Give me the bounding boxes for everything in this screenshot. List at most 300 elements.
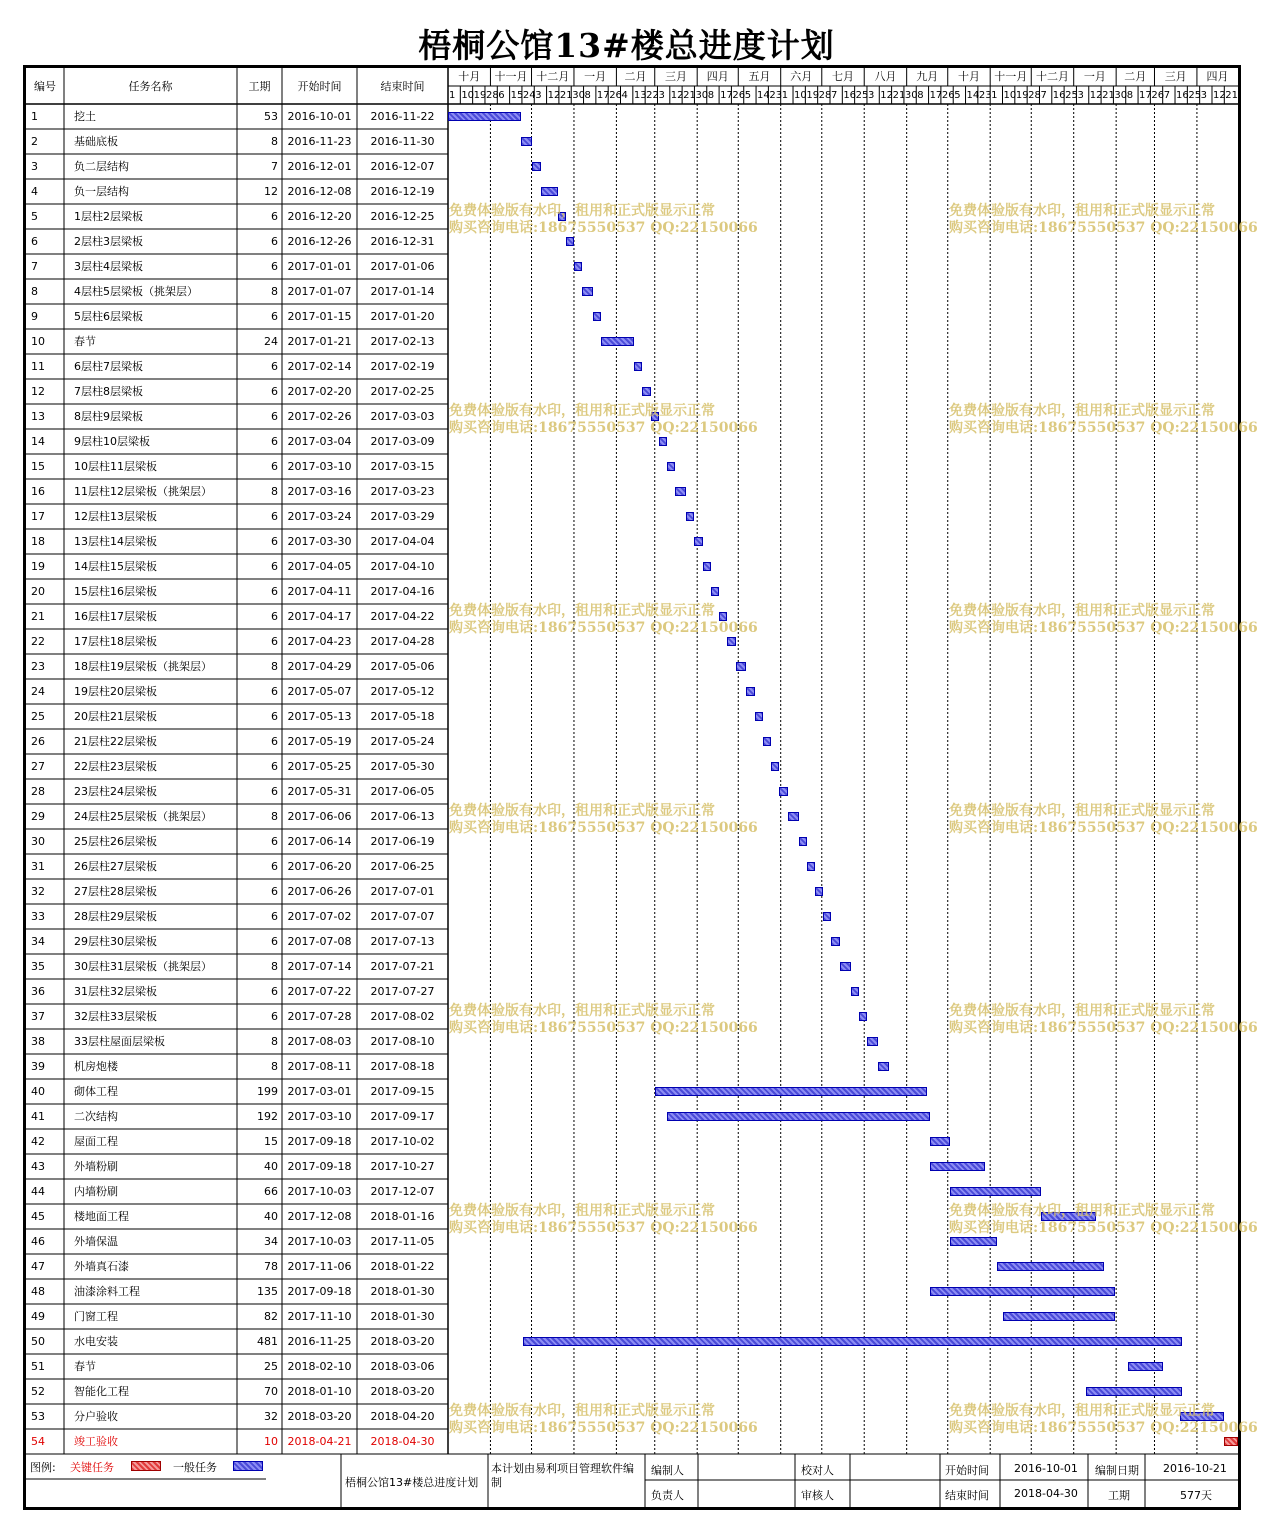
task-end: 2017-07-07 xyxy=(370,910,435,923)
gantt-bar xyxy=(930,1162,985,1171)
gantt-bar xyxy=(521,137,532,146)
day-tick-label: 23 xyxy=(978,90,992,101)
task-duration: 6 xyxy=(271,510,278,523)
task-duration: 6 xyxy=(271,735,278,748)
task-id: 49 xyxy=(31,1310,45,1323)
task-id: 2 xyxy=(31,135,38,148)
gantt-bar xyxy=(694,537,702,546)
task-duration: 6 xyxy=(271,260,278,273)
task-id: 34 xyxy=(31,935,45,948)
gantt-bar xyxy=(1086,1387,1182,1396)
header-task-name: 任务名称 xyxy=(128,80,173,93)
task-end: 2016-12-19 xyxy=(370,185,435,198)
task-start: 2017-06-26 xyxy=(287,885,352,898)
task-end: 2017-05-12 xyxy=(370,685,435,698)
task-end: 2018-03-06 xyxy=(370,1360,435,1373)
day-tick-label: 23 xyxy=(769,90,783,101)
task-duration: 6 xyxy=(271,310,278,323)
task-name: 外墙保温 xyxy=(74,1235,118,1248)
day-tick-label: 14 xyxy=(757,90,770,101)
watermark-line-2: 购买咨询电话:18675550537 QQ:22150066 xyxy=(949,1420,1258,1436)
task-start: 2018-01-10 xyxy=(287,1385,352,1398)
day-tick-label: 26 xyxy=(732,90,746,101)
task-duration: 8 xyxy=(271,810,278,823)
task-end: 2017-03-23 xyxy=(370,485,435,498)
task-duration: 32 xyxy=(264,1410,278,1423)
task-end: 2017-05-24 xyxy=(370,735,435,748)
task-id: 42 xyxy=(31,1135,45,1148)
task-name: 水电安装 xyxy=(74,1335,118,1348)
footer-made-date-label: 编制日期 xyxy=(1095,1464,1139,1477)
task-name: 分户验收 xyxy=(74,1410,118,1423)
task-start: 2017-04-29 xyxy=(287,660,352,673)
day-tick-label: 24 xyxy=(522,90,536,101)
gantt-bar xyxy=(659,437,667,446)
day-tick-label: 5 xyxy=(954,90,961,101)
task-name: 29层柱30层梁板 xyxy=(74,935,157,948)
task-start: 2017-03-10 xyxy=(287,1110,352,1123)
day-tick-label: 17 xyxy=(596,90,610,101)
task-duration: 6 xyxy=(271,685,278,698)
task-duration: 78 xyxy=(264,1260,278,1273)
day-tick-label: 26 xyxy=(941,90,955,101)
task-id: 53 xyxy=(31,1410,45,1423)
day-tick-label: 8 xyxy=(917,90,924,101)
task-start: 2017-06-06 xyxy=(287,810,352,823)
legend-normal-label: 一般任务 xyxy=(173,1461,217,1474)
gantt-bar xyxy=(799,837,807,846)
task-duration: 6 xyxy=(271,585,278,598)
task-end: 2017-03-09 xyxy=(370,435,435,448)
gantt-bar xyxy=(950,1187,1040,1196)
task-start: 2017-02-26 xyxy=(287,410,352,423)
day-tick-label: 21 xyxy=(1225,90,1239,101)
day-tick-label: 26 xyxy=(1151,90,1165,101)
task-start: 2016-11-25 xyxy=(287,1335,352,1348)
task-end: 2017-03-15 xyxy=(370,460,435,473)
task-name: 30层柱31层梁板（挑架层） xyxy=(74,960,212,973)
task-start: 2017-03-16 xyxy=(287,485,352,498)
watermark-line-1: 免费体验版有水印，租用和正式版显示正常 xyxy=(449,1403,715,1419)
task-name: 3层柱4层梁板 xyxy=(74,260,143,273)
day-tick-label: 19 xyxy=(1015,90,1029,101)
task-id: 51 xyxy=(31,1360,45,1373)
task-id: 54 xyxy=(31,1435,45,1448)
task-duration: 8 xyxy=(271,660,278,673)
task-name: 20层柱21层梁板 xyxy=(74,710,157,723)
task-end: 2017-01-14 xyxy=(370,285,435,298)
day-tick-label: 21 xyxy=(559,90,573,101)
task-name: 15层柱16层梁板 xyxy=(74,585,157,598)
task-id: 14 xyxy=(31,435,45,448)
task-start: 2017-09-18 xyxy=(287,1135,352,1148)
task-name: 智能化工程 xyxy=(74,1385,129,1398)
task-end: 2017-03-03 xyxy=(370,410,435,423)
gantt-bar xyxy=(930,1287,1115,1296)
day-tick-label: 3 xyxy=(1200,90,1208,101)
task-name: 屋面工程 xyxy=(74,1135,118,1148)
task-start: 2017-03-10 xyxy=(287,460,352,473)
task-id: 13 xyxy=(31,410,45,423)
task-id: 5 xyxy=(31,210,38,223)
task-end: 2017-02-13 xyxy=(370,335,435,348)
task-end: 2017-05-30 xyxy=(370,760,435,773)
task-start: 2017-05-31 xyxy=(287,785,352,798)
task-name: 27层柱28层梁板 xyxy=(74,885,157,898)
day-tick-label: 7 xyxy=(1040,90,1047,101)
day-tick-label: 3 xyxy=(1077,90,1084,101)
task-start: 2017-09-18 xyxy=(287,1160,352,1173)
watermark-line-2: 购买咨询电话:18675550537 QQ:22150066 xyxy=(949,1220,1258,1236)
gantt-bar xyxy=(642,387,650,396)
task-start: 2017-07-14 xyxy=(287,960,352,973)
gantt-bar xyxy=(703,562,711,571)
task-name: 楼地面工程 xyxy=(74,1210,129,1223)
task-end: 2017-07-01 xyxy=(370,885,435,898)
task-duration: 12 xyxy=(264,185,278,198)
task-duration: 24 xyxy=(264,335,278,348)
task-start: 2016-12-20 xyxy=(287,210,352,223)
gantt-bar xyxy=(582,287,593,296)
task-start: 2017-01-21 xyxy=(287,335,352,348)
task-start: 2017-11-06 xyxy=(287,1260,352,1273)
task-id: 9 xyxy=(31,310,38,323)
gantt-bar xyxy=(815,887,823,896)
month-label: 一月 xyxy=(584,70,607,83)
task-id: 50 xyxy=(31,1335,45,1348)
watermark-line-1: 免费体验版有水印，租用和正式版显示正常 xyxy=(949,403,1215,419)
task-end: 2017-08-18 xyxy=(370,1060,435,1073)
gantt-bar xyxy=(930,1137,951,1146)
watermark-line-1: 免费体验版有水印，租用和正式版显示正常 xyxy=(449,203,715,219)
month-label: 四月 xyxy=(1206,70,1229,83)
task-end: 2018-01-30 xyxy=(370,1285,435,1298)
day-tick-label: 7 xyxy=(1163,90,1171,101)
day-tick-label: 17 xyxy=(1139,90,1152,101)
task-end: 2017-02-19 xyxy=(370,360,435,373)
task-id: 23 xyxy=(31,660,45,673)
task-start: 2017-08-11 xyxy=(287,1060,352,1073)
month-label: 十二月 xyxy=(1035,70,1069,83)
watermark-line-1: 免费体验版有水印，租用和正式版显示正常 xyxy=(949,803,1215,819)
gantt-bar xyxy=(574,262,582,271)
task-name: 22层柱23层梁板 xyxy=(74,760,157,773)
month-label: 二月 xyxy=(624,70,647,83)
task-end: 2018-04-20 xyxy=(370,1410,435,1423)
task-end: 2017-01-20 xyxy=(370,310,435,323)
watermark-line-1: 免费体验版有水印，租用和正式版显示正常 xyxy=(449,803,715,819)
task-duration: 6 xyxy=(271,785,278,798)
task-duration: 34 xyxy=(264,1235,278,1248)
task-duration: 6 xyxy=(271,835,278,848)
gantt-bar xyxy=(1128,1362,1162,1371)
task-name: 24层柱25层梁板（挑架层） xyxy=(74,810,212,823)
footer-duration-value: 577天 xyxy=(1180,1489,1212,1502)
task-duration: 8 xyxy=(271,960,278,973)
day-tick-label: 3 xyxy=(658,90,665,101)
month-label: 七月 xyxy=(831,70,854,83)
watermark-line-2: 购买咨询电话:18675550537 QQ:22150066 xyxy=(449,820,758,836)
task-start: 2017-01-07 xyxy=(287,285,352,298)
task-name: 5层柱6层梁板 xyxy=(74,310,143,323)
task-id: 19 xyxy=(31,560,45,573)
gantt-bar xyxy=(667,1112,930,1121)
task-duration: 6 xyxy=(271,560,278,573)
month-label: 十二月 xyxy=(536,70,570,83)
task-id: 11 xyxy=(31,360,45,373)
task-name: 8层柱9层梁板 xyxy=(74,410,143,423)
task-start: 2017-07-22 xyxy=(287,985,352,998)
task-duration: 192 xyxy=(257,1110,278,1123)
task-end: 2017-09-15 xyxy=(370,1085,435,1098)
task-id: 38 xyxy=(31,1035,45,1048)
task-id: 48 xyxy=(31,1285,45,1298)
task-id: 17 xyxy=(31,510,45,523)
day-tick-label: 5 xyxy=(744,90,752,101)
month-label: 二月 xyxy=(1124,70,1147,83)
day-tick-label: 30 xyxy=(904,90,918,101)
footer-checked-by-label: 校对人 xyxy=(801,1464,834,1477)
task-name: 14层柱15层梁板 xyxy=(74,560,157,573)
gantt-bar xyxy=(667,462,675,471)
day-tick-label: 3 xyxy=(535,90,542,101)
gantt-bar xyxy=(593,312,601,321)
footer-responsible-label: 负责人 xyxy=(651,1489,684,1502)
task-end: 2018-04-30 xyxy=(370,1435,435,1448)
task-end: 2017-06-25 xyxy=(370,860,435,873)
task-start: 2017-02-20 xyxy=(287,385,352,398)
task-id: 18 xyxy=(31,535,45,548)
gantt-bar xyxy=(651,412,659,421)
task-end: 2017-04-22 xyxy=(370,610,435,623)
task-id: 46 xyxy=(31,1235,45,1248)
task-end: 2017-03-29 xyxy=(370,510,435,523)
task-id: 44 xyxy=(31,1185,45,1198)
task-name: 4层柱5层梁板（挑架层） xyxy=(74,285,198,298)
month-label: 三月 xyxy=(1164,70,1187,83)
task-duration: 40 xyxy=(264,1160,278,1173)
footer-prepared-by-label: 编制人 xyxy=(651,1464,684,1477)
task-id: 4 xyxy=(31,185,38,198)
month-label: 三月 xyxy=(664,70,687,83)
task-id: 26 xyxy=(31,735,45,748)
day-tick-label: 12 xyxy=(1212,90,1226,101)
task-end: 2017-07-27 xyxy=(370,985,435,998)
task-end: 2017-04-28 xyxy=(370,635,435,648)
footer-duration-label: 工期 xyxy=(1108,1489,1130,1502)
gantt-bar xyxy=(867,1037,878,1046)
task-id: 12 xyxy=(31,385,45,398)
day-tick-label: 15 xyxy=(510,90,524,101)
task-id: 7 xyxy=(31,260,38,273)
task-id: 35 xyxy=(31,960,45,973)
footer-end-label: 结束时间 xyxy=(945,1489,989,1502)
task-duration: 6 xyxy=(271,935,278,948)
task-id: 20 xyxy=(31,585,45,598)
task-start: 2016-11-23 xyxy=(287,135,352,148)
month-label: 九月 xyxy=(916,70,939,83)
task-id: 32 xyxy=(31,885,45,898)
gantt-bar xyxy=(655,1087,927,1096)
watermark-line-1: 免费体验版有水印，租用和正式版显示正常 xyxy=(949,1203,1215,1219)
day-tick-label: 21 xyxy=(1102,90,1115,101)
task-name: 砌体工程 xyxy=(74,1085,118,1098)
task-end: 2017-04-04 xyxy=(370,535,435,548)
task-end: 2018-03-20 xyxy=(370,1335,435,1348)
task-duration: 6 xyxy=(271,210,278,223)
task-start: 2017-11-10 xyxy=(287,1310,352,1323)
task-start: 2017-05-19 xyxy=(287,735,352,748)
task-start: 2017-10-03 xyxy=(287,1235,352,1248)
task-name: 10层柱11层梁板 xyxy=(74,460,157,473)
footer-made-date-value: 2016-10-21 xyxy=(1163,1462,1227,1475)
task-end: 2016-12-07 xyxy=(370,160,435,173)
task-start: 2017-03-04 xyxy=(287,435,352,448)
task-id: 16 xyxy=(31,485,45,498)
day-tick-label: 25 xyxy=(1188,90,1202,101)
task-id: 41 xyxy=(31,1110,45,1123)
task-start: 2018-04-21 xyxy=(287,1435,352,1448)
watermark-line-2: 购买咨询电话:18675550537 QQ:22150066 xyxy=(949,820,1258,836)
task-start: 2018-02-10 xyxy=(287,1360,352,1373)
header-start: 开始时间 xyxy=(297,80,342,93)
task-end: 2017-06-13 xyxy=(370,810,435,823)
task-end: 2017-06-05 xyxy=(370,785,435,798)
task-start: 2016-12-26 xyxy=(287,235,352,248)
gantt-bar xyxy=(1003,1312,1115,1321)
legend-critical-swatch xyxy=(131,1461,161,1471)
task-id: 25 xyxy=(31,710,45,723)
watermark-line-2: 购买咨询电话:18675550537 QQ:22150066 xyxy=(949,620,1258,636)
gantt-bar xyxy=(523,1337,1182,1346)
task-duration: 6 xyxy=(271,235,278,248)
footer-start-value: 2016-10-01 xyxy=(1014,1462,1078,1475)
task-name: 16层柱17层梁板 xyxy=(74,610,157,623)
task-id: 45 xyxy=(31,1210,45,1223)
day-tick-label: 1 xyxy=(781,90,789,101)
task-name: 7层柱8层梁板 xyxy=(74,385,143,398)
watermark-line-1: 免费体验版有水印，租用和正式版显示正常 xyxy=(449,603,715,619)
task-duration: 66 xyxy=(264,1185,278,1198)
gantt-bar xyxy=(1041,1212,1096,1221)
task-id: 21 xyxy=(31,610,45,623)
month-label: 四月 xyxy=(706,70,729,83)
gantt-bar xyxy=(840,962,851,971)
task-start: 2016-12-01 xyxy=(287,160,352,173)
day-tick-label: 8 xyxy=(584,90,591,101)
legend-critical-label: 关键任务 xyxy=(70,1461,114,1474)
task-end: 2016-11-22 xyxy=(370,110,435,123)
task-duration: 40 xyxy=(264,1210,278,1223)
gantt-bar xyxy=(788,812,799,821)
task-name: 机房炮楼 xyxy=(74,1060,118,1073)
month-label: 十月 xyxy=(458,70,481,83)
task-end: 2017-11-05 xyxy=(370,1235,435,1248)
day-tick-label: 12 xyxy=(880,90,894,101)
task-name: 19层柱20层梁板 xyxy=(74,685,157,698)
task-end: 2016-12-31 xyxy=(370,235,435,248)
task-id: 15 xyxy=(31,460,45,473)
day-tick-label: 7 xyxy=(830,90,838,101)
day-tick-label: 4 xyxy=(621,90,628,101)
month-label: 五月 xyxy=(748,70,771,83)
day-tick-label: 13 xyxy=(633,90,647,101)
task-name: 17层柱18层梁板 xyxy=(74,635,157,648)
month-label: 十月 xyxy=(957,70,980,83)
gantt-bar xyxy=(831,937,839,946)
task-start: 2017-03-30 xyxy=(287,535,352,548)
day-tick-label: 19 xyxy=(473,90,487,101)
task-name: 负一层结构 xyxy=(74,185,129,198)
task-duration: 199 xyxy=(257,1085,278,1098)
task-duration: 6 xyxy=(271,635,278,648)
gantt-bar xyxy=(558,212,566,221)
gantt-bar-critical xyxy=(1224,1437,1238,1446)
task-id: 28 xyxy=(31,785,45,798)
watermark-line-2: 购买咨询电话:18675550537 QQ:22150066 xyxy=(449,620,758,636)
task-duration: 6 xyxy=(271,760,278,773)
gantt-bar xyxy=(675,487,686,496)
task-start: 2017-01-01 xyxy=(287,260,352,273)
task-start: 2017-07-08 xyxy=(287,935,352,948)
header-id: 编号 xyxy=(34,80,56,93)
day-tick-label: 30 xyxy=(1114,90,1128,101)
watermark-line-1: 免费体验版有水印，租用和正式版显示正常 xyxy=(449,1003,715,1019)
watermark-line-2: 购买咨询电话:18675550537 QQ:22150066 xyxy=(949,420,1258,436)
gantt-bar xyxy=(601,337,634,346)
gantt-bar xyxy=(950,1237,997,1246)
task-start: 2017-06-20 xyxy=(287,860,352,873)
task-id: 27 xyxy=(31,760,45,773)
month-label: 十一月 xyxy=(494,70,528,83)
task-end: 2017-05-06 xyxy=(370,660,435,673)
task-duration: 6 xyxy=(271,860,278,873)
task-end: 2018-01-30 xyxy=(370,1310,435,1323)
task-start: 2017-01-15 xyxy=(287,310,352,323)
watermark-line-2: 购买咨询电话:18675550537 QQ:22150066 xyxy=(449,220,758,236)
task-duration: 6 xyxy=(271,360,278,373)
task-name: 31层柱32层梁板 xyxy=(74,985,157,998)
task-duration: 6 xyxy=(271,885,278,898)
day-tick-label: 25 xyxy=(1065,90,1078,101)
gantt-bar xyxy=(779,787,787,796)
task-end: 2016-11-30 xyxy=(370,135,435,148)
task-id: 10 xyxy=(31,335,45,348)
gantt-bar xyxy=(859,1012,867,1021)
task-start: 2017-10-03 xyxy=(287,1185,352,1198)
task-end: 2017-01-06 xyxy=(370,260,435,273)
gantt-bar xyxy=(997,1262,1104,1271)
gantt-bar xyxy=(851,987,859,996)
watermark-line-1: 免费体验版有水印，租用和正式版显示正常 xyxy=(949,203,1215,219)
day-tick-label: 10 xyxy=(794,90,807,101)
task-duration: 82 xyxy=(264,1310,278,1323)
gantt-bar xyxy=(719,612,727,621)
page-title: 梧桐公馆13#楼总进度计划 xyxy=(418,26,835,65)
task-name: 外墙粉刷 xyxy=(74,1160,118,1173)
task-start: 2017-07-28 xyxy=(287,1010,352,1023)
task-duration: 6 xyxy=(271,385,278,398)
watermark-line-2: 购买咨询电话:18675550537 QQ:22150066 xyxy=(949,220,1258,236)
task-id: 36 xyxy=(31,985,45,998)
header-duration: 工期 xyxy=(248,80,271,93)
task-start: 2017-05-13 xyxy=(287,710,352,723)
task-end: 2017-12-07 xyxy=(370,1185,435,1198)
task-duration: 25 xyxy=(264,1360,278,1373)
watermark-line-2: 购买咨询电话:18675550537 QQ:22150066 xyxy=(949,1020,1258,1036)
task-duration: 6 xyxy=(271,610,278,623)
task-name: 28层柱29层梁板 xyxy=(74,910,157,923)
